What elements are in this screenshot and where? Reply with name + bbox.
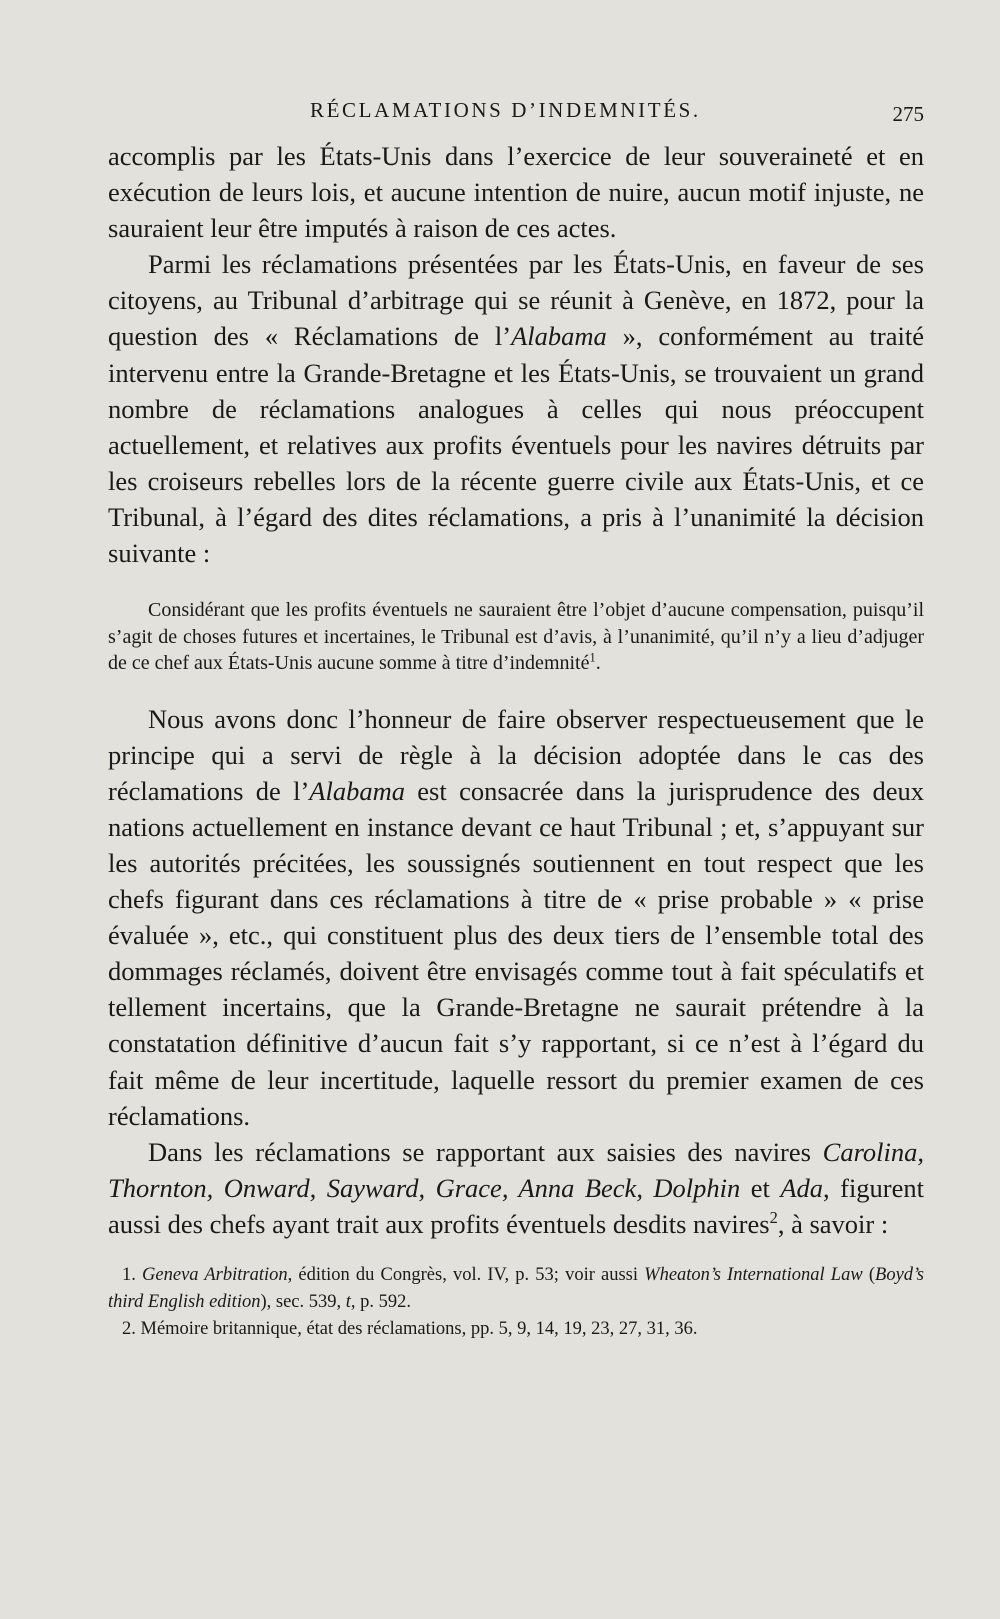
paragraph-ship-seizures <box>108 1134 924 1242</box>
running-title: RÉCLAMATIONS D’INDEMNITÉS. <box>310 98 701 122</box>
footnote-1-work: Wheaton’s International Law <box>644 1265 863 1286</box>
page-number: 275 <box>892 102 924 126</box>
footnote-ref-2: 2 <box>769 1208 778 1228</box>
footnote-1-number: 1. <box>122 1265 143 1286</box>
paragraph-continuation <box>108 138 924 246</box>
footnote-1 <box>108 1262 924 1316</box>
paragraph-observation <box>108 701 924 1134</box>
ship-names: Carolina, Thornton, Onward, Sayward, Grace, Anna Beck, Dolphin <box>108 1136 924 1203</box>
footnote-1-close: ), sec. 539, <box>260 1292 346 1313</box>
footnote-1-page: , p. 592. <box>350 1292 412 1313</box>
paragraph-1-text: accomplis par les États-Unis dans l’exercice de leur souveraineté et en exécution de leurs lois, et aucune intention de nuire, aucun motif injuste, ne sauraient leur être imputés à raison de ces actes. <box>108 141 924 244</box>
ship-name-ada: Ada <box>780 1172 824 1203</box>
footnote-1-mid: , édition du Congrès, vol. IV, p. 53; voir aussi <box>287 1265 645 1286</box>
footnote-ref-1: 1 <box>589 650 596 665</box>
paragraph-alabama-claims <box>108 246 924 571</box>
footnote-1-open: ( <box>862 1265 876 1286</box>
paragraph-4-text-c: , à savoir : <box>777 1208 889 1239</box>
footnote-1-tome: t <box>345 1292 351 1313</box>
paragraph-2-text-b: », conformément au traité intervenu entre la Grande-Bretagne et les États-Unis, se trouvaient un grand nombre de réclamations analogues à celles qui nous préoccupent actuellement, et relatives aux profits éventuels pour les navires détruits par les croiseurs rebelles lors de la récente guerre civile aux États-Unis, et ce Tribunal, à l’égard des dites réclamations, a pris à l’unanimité la décision suivante : <box>108 321 924 569</box>
footnote-2 <box>108 1316 924 1343</box>
running-head <box>108 98 924 138</box>
paragraph-4-text-a: Dans les réclamations se rapportant aux saisies des navires <box>148 1136 823 1167</box>
quote-end: . <box>595 652 601 675</box>
paragraph-3-text-a: Nous avons donc l’honneur de faire observer respectueusement que le principe qui a servi de règle à la décision adoptée dans le cas des réclamations de l’ <box>108 703 924 806</box>
quote-text: Considérant que les profits éventuels ne sauraient être l’objet d’aucune compensation, puisqu’il s’agit de choses futures et incertaines, le Tribunal est d’avis, à l’unanimité, qu’il n’y a lieu d’adjuger de ce chef aux États-Unis aucune somme à titre d’indemnité <box>108 599 924 675</box>
paragraph-4-text-b: , figurent aussi des chefs ayant trait aux profits éventuels desdits navires <box>108 1172 925 1239</box>
footnotes <box>108 1262 924 1343</box>
paragraph-3-italic: Alabama <box>309 775 405 806</box>
block-quote-decision <box>108 597 924 677</box>
paragraph-2-italic: Alabama <box>511 321 607 352</box>
footnote-1-title: Geneva Arbitration <box>142 1265 288 1286</box>
footnote-2-text: 2. Mémoire britannique, état des réclamations, pp. 5, 9, 14, 19, 23, 27, 31, 36. <box>122 1319 698 1340</box>
paragraph-3-text-b: est consacrée dans la jurisprudence des deux nations actuellement en instance devant ce haut Tribunal ; et, s’appuyant sur les autorités précitées, les soussignés soutiennent en tout respect que les chefs figurant dans ces réclamations à titre de « prise probable » « prise évaluée », etc., qui constituent plus des deux tiers de l’ensemble total des dommages réclamés, doivent être envisagés comme tout à fait spéculatifs et tellement incertains, que la Grande-Bretagne ne saurait prétendre à la constatation définitive d’aucun fait s’y rapportant, si ce n’est à l’égard du fait même de leur incertitude, laquelle ressort du premier examen de ces réclamations. <box>108 775 924 1131</box>
paragraph-2-text-a: Parmi les réclamations présentées par les États-Unis, en faveur de ses citoyens, au Tribunal d’arbitrage qui se réunit à Genève, en 1872, pour la question des « Réclamations de l’ <box>108 249 924 352</box>
paragraph-4-et: et <box>740 1172 781 1203</box>
footnote-1-edition: Boyd’s third English edition <box>108 1265 925 1313</box>
